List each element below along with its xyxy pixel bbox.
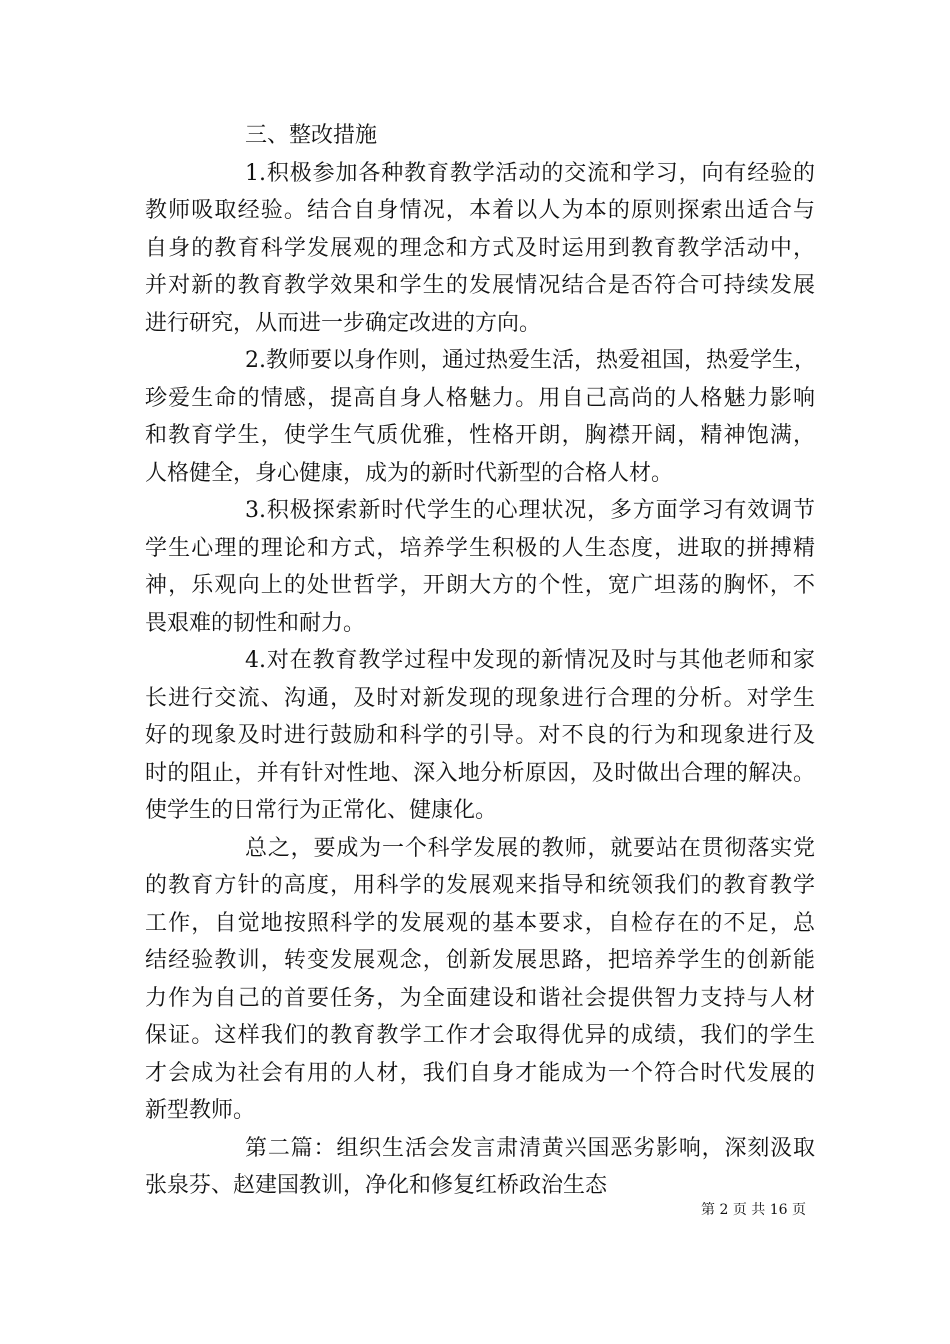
text-line: 长进行交流、沟通，及时对新发现的现象进行合理的分析。对学生 bbox=[145, 685, 815, 711]
text-line: 珍爱生命的情感，提高自身人格魅力。用自己高尚的人格魅力影响 bbox=[145, 385, 815, 411]
text-line: 保证。这样我们的教育教学工作才会取得优异的成绩，我们的学生 bbox=[145, 1023, 815, 1048]
text-line: 自身的教育科学发展观的理念和方式及时运用到教育教学活动中， bbox=[145, 235, 815, 261]
text-line: 力作为自己的首要任务，为全面建设和谐社会提供智力支持与人材 bbox=[145, 985, 815, 1011]
paragraph bbox=[145, 642, 815, 830]
text-line: 工作，自觉地按照科学的发展观的基本要求，自检存在的不足，总 bbox=[145, 910, 815, 936]
section-heading: 三、整改措施 bbox=[245, 123, 378, 148]
paragraph bbox=[145, 492, 815, 642]
text-line: 才会成为社会有用的人材，我们自身才能成为一个符合时代发展的 bbox=[145, 1060, 815, 1086]
text-line: 3.积极探索新时代学生的心理状况，多方面学习有效调节 bbox=[245, 498, 815, 523]
text-line: 学生心理的理论和方式，培养学生积极的人生态度，进取的拼搏精 bbox=[145, 535, 815, 561]
paragraph bbox=[145, 830, 815, 1130]
text-line: 2.教师要以身作则，通过热爱生活，热爱祖国，热爱学生， bbox=[245, 348, 816, 373]
text-line: 畏艰难的韧性和耐力。 bbox=[145, 610, 366, 636]
paragraph bbox=[145, 1130, 815, 1205]
text-line: 好的现象及时进行鼓励和科学的引导。对不良的行为和现象进行及 bbox=[145, 723, 815, 748]
text-line: 神，乐观向上的处世哲学，开朗大方的个性，宽广坦荡的胸怀，不 bbox=[145, 573, 815, 598]
text-line: 1.积极参加各种教育教学活动的交流和学习，向有经验的 bbox=[245, 160, 815, 186]
text-line: 进行研究，从而进一步确定改进的方向。 bbox=[145, 310, 542, 336]
paragraph-list bbox=[145, 155, 815, 1205]
text-line: 总之，要成为一个科学发展的教师，就要站在贯彻落实党 bbox=[245, 835, 815, 861]
text-line: 和教育学生，使学生气质优雅，性格开朗，胸襟开阔，精神饱满， bbox=[145, 423, 815, 448]
text-line: 张泉芬、赵建国教训，净化和修复红桥政治生态 bbox=[145, 1173, 608, 1198]
text-line: 时的阻止，并有针对性地、深入地分析原因，及时做出合理的解决。 bbox=[145, 760, 815, 786]
text-line: 新型教师。 bbox=[145, 1098, 256, 1123]
text-line: 结经验教训，转变发展观念，创新发展思路，把培养学生的创新能 bbox=[145, 948, 815, 973]
text-line: 使学生的日常行为正常化、健康化。 bbox=[145, 798, 498, 823]
paragraph bbox=[145, 342, 815, 492]
text-line: 的教育方针的高度，用科学的发展观来指导和统领我们的教育教学 bbox=[145, 873, 815, 898]
page-number: 第 2 页 共 16 页 bbox=[701, 1202, 806, 1218]
text-line: 并对新的教育教学效果和学生的发展情况结合是否符合可持续发展 bbox=[145, 273, 815, 298]
text-line: 4.对在教育教学过程中发现的新情况及时与其他老师和家 bbox=[245, 648, 815, 673]
text-line: 人格健全，身心健康，成为的新时代新型的合格人材。 bbox=[145, 460, 674, 486]
document-body bbox=[145, 117, 815, 1205]
text-line: 教师吸取经验。结合自身情况，本着以人为本的原则探索出适合与 bbox=[145, 198, 815, 223]
paragraph bbox=[145, 155, 815, 343]
text-line: 第二篇：组织生活会发言肃清黄兴国恶劣影响，深刻汲取 bbox=[245, 1135, 815, 1161]
